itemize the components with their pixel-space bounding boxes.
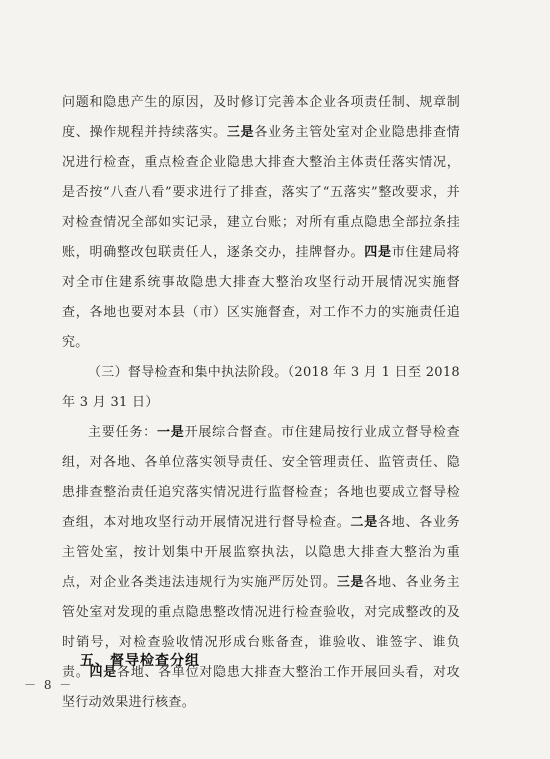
paragraph-2-stage-title: （三）督导检查和集中执法阶段。（2018 年 3 月 1 日至 2018 年 3 月 31 日） (62, 365, 460, 410)
p3-bold-ershi: 二是 (350, 515, 378, 530)
p3-label: 主要任务： (88, 425, 157, 440)
p3-text-2: 各地、各业务主管处室，按计划集中开展监察执法，以隐患大排查大整治为重点，对企业各类违法违规行为实施严厉处罚。 (62, 515, 460, 590)
paragraph-3 (62, 418, 460, 718)
p3-text-3: 各地、各业务主管处室对发现的重点隐患整改情况进行检查验收，对完成整改的及时销号，对检查验收情况形成台账备查，谁验收、谁签字、谁负责。 (62, 575, 460, 680)
p3-bold-sanshi: 三是 (336, 575, 365, 590)
p1-text-3: 市住建局将对全市住建系统事故隐患大排查大整治攻坚行动开展情况实施督查，各地也要对本县（市）区实施督查，对工作不力的实施责任追究。 (62, 245, 460, 350)
paragraph-1 (62, 88, 460, 358)
p1-text-2: 各业务主管处室对企业隐患排查情况进行检查，重点检查企业隐患大排查大整治主体责任落实情况，是否按“八查八看”要求进行了排查，落实了“五落实”整改要求，并对检查情况全部如实记录，建立台账；对所有重点隐患全部拉条挂账，明确整改包联责任人，逐条交办，挂牌督办。 (62, 125, 460, 260)
page-number: － 8 － (24, 678, 74, 692)
p3-bold-sishi: 四是 (89, 665, 117, 680)
p1-bold-sanshi: 三是 (226, 125, 255, 140)
p3-bold-yishi: 一是 (156, 425, 185, 440)
section-heading: 五、督导检查分组 (80, 653, 200, 669)
p3-text-4: 各地、各单位对隐患大排查大整治工作开展回头看，对攻坚行动效果进行核查。 (62, 665, 460, 710)
p3-text-1: 开展综合督查。市住建局按行业成立督导检查组，对各地、各单位落实领导责任、安全管理责任、监管责任、隐患排查整治责任追究落实情况进行监督检查；各地也要成立督导检查组，本对地攻坚行动开展情况进行督导检查。 (62, 425, 460, 530)
body-text (62, 88, 460, 718)
p1-bold-sishi: 四是 (364, 245, 392, 260)
p1-text-1: 问题和隐患产生的原因，及时修订完善本企业各项责任制、规章制度、操作规程并持续落实。 (62, 95, 460, 140)
